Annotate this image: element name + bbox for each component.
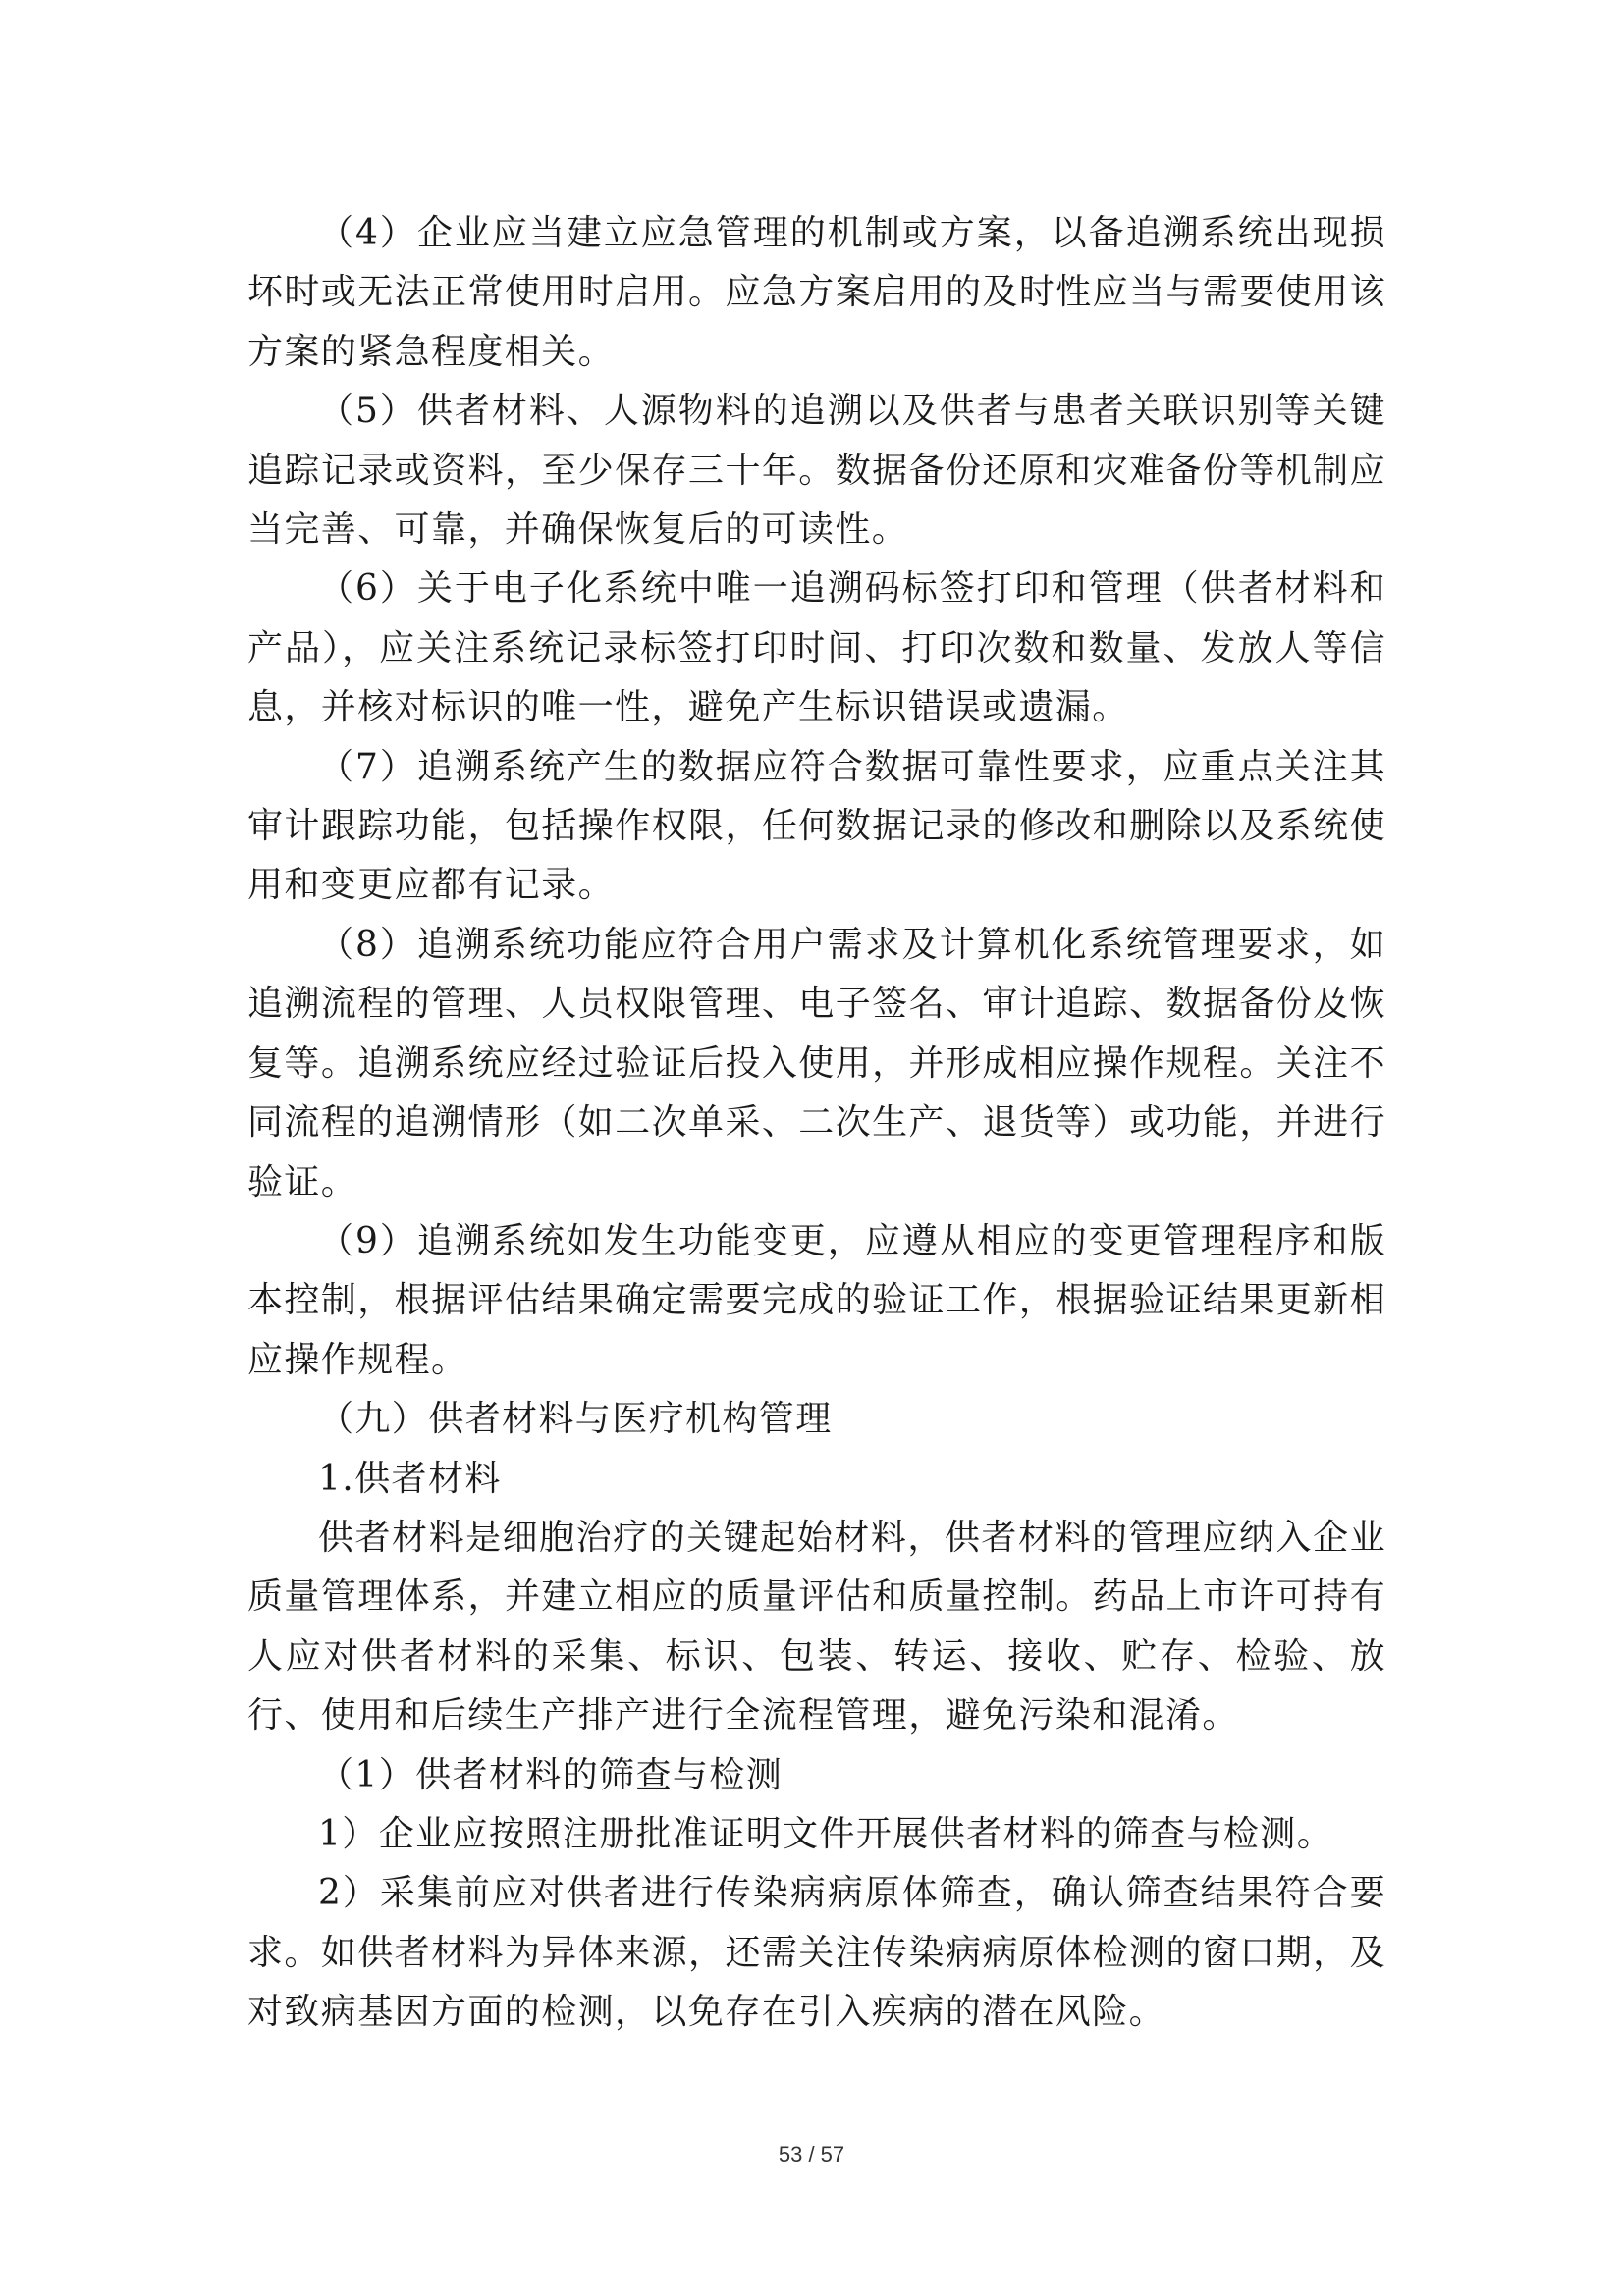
paragraph-4: （4）企业应当建立应急管理的机制或方案，以备追溯系统出现损坏时或无法正常使用时启用。应急方案启用的及时性应当与需要使用该方案的紧急程度相关。 [247, 213, 1386, 372]
document-page [247, 204, 1386, 2043]
list-item-2: 2）采集前应对供者进行传染病病原体筛查，确认筛查结果符合要求。如供者材料为异体来源，还需关注传染病病原体检测的窗口期，及对致病基因方面的检测，以免存在引入疾病的潜在风险。 [247, 1873, 1386, 2033]
paragraph-9: （9）追溯系统如发生功能变更，应遵从相应的变更管理程序和版本控制，根据评估结果确定需要完成的验证工作，根据验证结果更新相应操作规程。 [247, 1220, 1386, 1380]
paragraph-6: （6）关于电子化系统中唯一追溯码标签打印和管理（供者材料和产品），应关注系统记录标签打印时间、打印次数和数量、发放人等信息，并核对标识的唯一性，避免产生标识错误或遗漏。 [247, 568, 1386, 728]
paragraph-7: （7）追溯系统产生的数据应符合数据可靠性要求，应重点关注其审计跟踪功能，包括操作权限，任何数据记录的修改和删除以及系统使用和变更应都有记录。 [247, 746, 1386, 906]
paragraph-8: （8）追溯系统功能应符合用户需求及计算机化系统管理要求，如追溯流程的管理、人员权限管理、电子签名、审计追踪、数据备份及恢复等。追溯系统应经过验证后投入使用，并形成相应操作规程。关注不同流程的追溯情形（如二次单采、二次生产、退货等）或功能，并进行验证。 [247, 924, 1386, 1202]
list-item-1: 1）企业应按照注册批准证明文件开展供者材料的筛查与检测。 [318, 1813, 1334, 1854]
section-heading: （九）供者材料与医疗机构管理 [318, 1399, 833, 1440]
sub-heading: 1.供者材料 [318, 1458, 502, 1499]
page-number: 53 / 57 [778, 2142, 845, 2166]
paragraph-5: （5）供者材料、人源物料的追溯以及供者与患者关联识别等关键追踪记录或资料，至少保存三十年。数据备份还原和灾难备份等机制应当完善、可靠，并确保恢复后的可读性。 [247, 391, 1386, 551]
item-heading: （1）供者材料的筛查与检测 [318, 1754, 784, 1795]
section-intro-paragraph: 供者材料是细胞治疗的关键起始材料，供者材料的管理应纳入企业质量管理体系，并建立相应的质量评估和质量控制。药品上市许可持有人应对供者材料的采集、标识、包装、转运、接收、贮存、检验、放行、使用和后续生产排产进行全流程管理，避免污染和混淆。 [247, 1517, 1386, 1736]
